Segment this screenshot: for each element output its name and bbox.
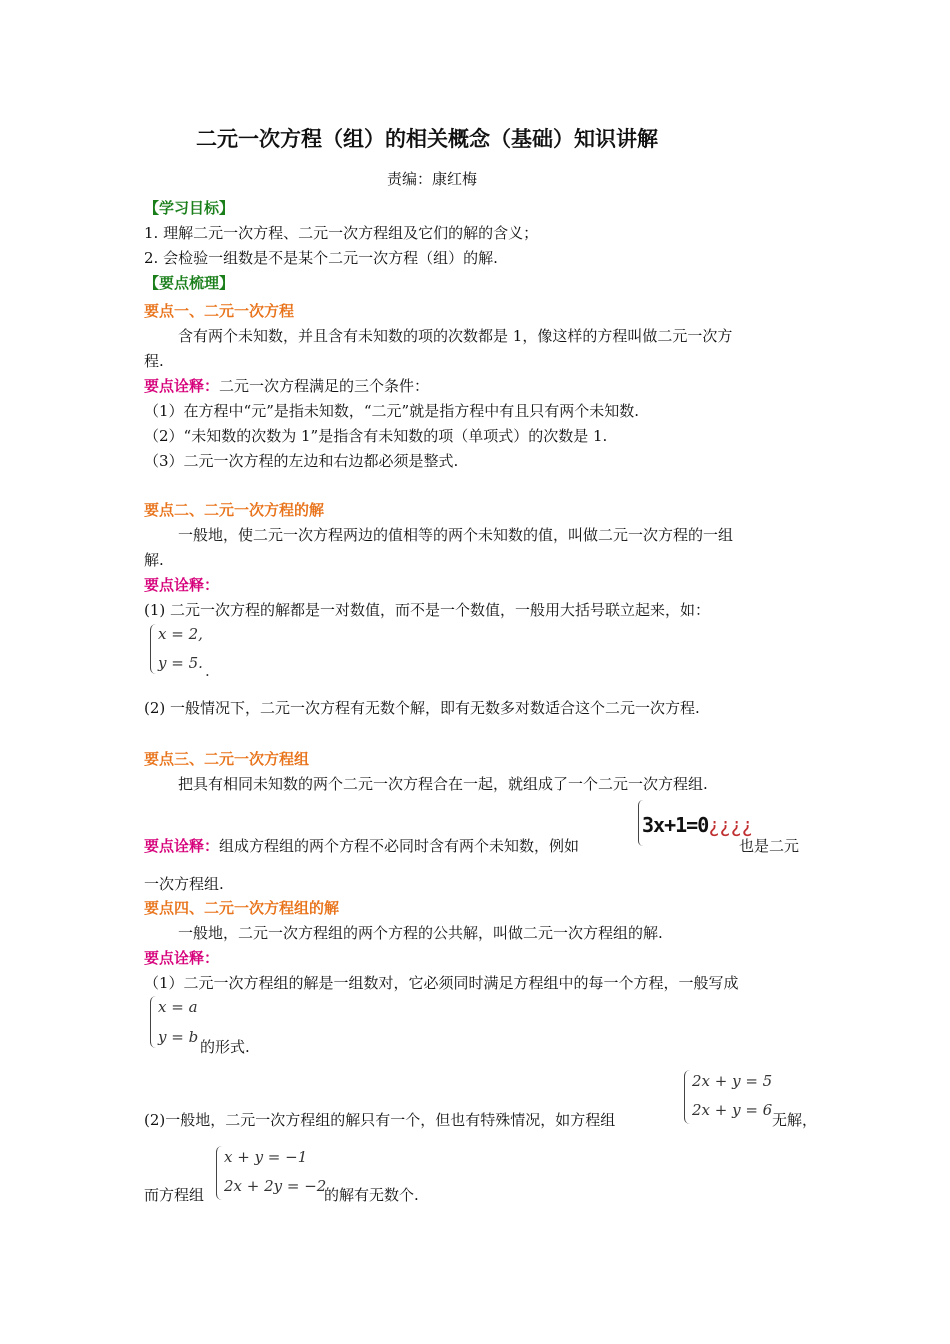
section-1-note — [144, 376, 429, 396]
note-text: 二元一次方程满足的三个条件： — [219, 377, 430, 395]
section-1-body-line-1: 含有两个未知数，并且含有未知数的项的次数都是 1，像这样的方程叫做二元一次方 — [178, 327, 733, 345]
note-label: 要点诠释： — [144, 837, 220, 855]
note-label: 要点诠释： — [144, 377, 220, 395]
summary-heading: 【要点梳理】 — [144, 274, 235, 292]
section-2-body-line-1: 一般地，使二元一次方程两边的值相等的两个未知数的值，叫做二元一次方程的一组 — [178, 526, 734, 544]
form-text: 的形式. — [200, 1038, 250, 1056]
section-3-heading: 要点三、二元一次方程组 — [144, 750, 310, 768]
equation-y: y = 5. — [158, 654, 203, 672]
equation-x: x = 2, — [158, 625, 203, 643]
goals-heading: 【学习目标】 — [144, 199, 235, 217]
section-2-item-2: (2) 一般情况下，二元一次方程有无数个解，即有无数多对数适合这个二元一次方程. — [144, 699, 700, 717]
section-2-item-1: (1) 二元一次方程的解都是一对数值，而不是一个数值，一般用大括号联立起来，如： — [144, 601, 711, 619]
section-4-body-line-1: 一般地，二元一次方程组的两个方程的公共解，叫做二元一次方程组的解. — [178, 924, 663, 942]
goal-item-2: 2. 会检验一组数是不是某个二元一次方程（组）的解. — [144, 249, 498, 267]
section-1-item-2: （2）“未知数的次数为 1”是指含有未知数的项（单项式）的次数是 1. — [144, 427, 608, 445]
section-4-note-label: 要点诠释： — [144, 949, 220, 967]
author-line: 责编：康红梅 — [387, 170, 478, 188]
equation-dot: . — [205, 662, 210, 680]
section-4-item-3-tail: 的解有无数个. — [324, 1186, 419, 1204]
note-text: 组成方程组的两个方程不必同时含有两个未知数，例如 — [219, 837, 580, 855]
section-3-body-line-2: 一次方程组. — [144, 875, 224, 893]
system-1-eq-1: 2x + y = 5 — [692, 1072, 773, 1090]
section-3-body-line-1: 把具有相同未知数的两个二元一次方程合在一起，就组成了一个二元一次方程组. — [178, 775, 708, 793]
page-title: 二元一次方程（组）的相关概念（基础）知识讲解 — [196, 127, 658, 151]
broken-equation-text: 3x+1=0 — [642, 813, 709, 837]
section-4-heading: 要点四、二元一次方程组的解 — [144, 899, 340, 917]
section-1-item-3: （3）二元一次方程的左边和右边都必须是整式. — [144, 452, 459, 470]
broken-equation-glyphs: ¿¿¿¿ — [708, 813, 753, 837]
brace-icon — [216, 1146, 223, 1200]
brace-icon — [684, 1070, 691, 1124]
section-1-body-line-2: 程. — [144, 352, 164, 370]
system-2-eq-2: 2x + 2y = −2 — [224, 1177, 327, 1195]
goal-item-1: 1. 理解二元一次方程、二元一次方程组及它们的解的含义； — [144, 224, 539, 242]
section-1-heading: 要点一、二元一次方程 — [144, 302, 295, 320]
section-2-heading: 要点二、二元一次方程的解 — [144, 501, 325, 519]
section-2-note-label: 要点诠释： — [144, 576, 220, 594]
broken-equation — [642, 813, 752, 837]
system-2-eq-1: x + y = −1 — [224, 1148, 308, 1166]
section-3-note-tail: 也是二元 — [739, 837, 800, 855]
section-4-item-2: (2)一般地，二元一次方程组的解只有一个，但也有特殊情况，如方程组 — [144, 1111, 616, 1129]
brace-icon — [150, 996, 157, 1048]
section-2-body-line-2: 解. — [144, 551, 164, 569]
equation-y-b: y = b — [158, 1028, 199, 1046]
section-1-item-1: （1）在方程中“元”是指未知数，“二元”就是指方程中有且只有两个未知数. — [144, 402, 639, 420]
section-4-item-2-tail: 无解， — [772, 1111, 818, 1129]
section-4-item-3: 而方程组 — [144, 1186, 205, 1204]
equation-x-a: x = a — [158, 998, 198, 1016]
section-3-note — [144, 836, 579, 856]
system-1-eq-2: 2x + y = 6 — [692, 1101, 773, 1119]
section-4-item-1: （1）二元一次方程组的解是一组数对，它必须同时满足方程组中的每一个方程，一般写成 — [144, 974, 739, 992]
brace-icon — [150, 624, 157, 674]
